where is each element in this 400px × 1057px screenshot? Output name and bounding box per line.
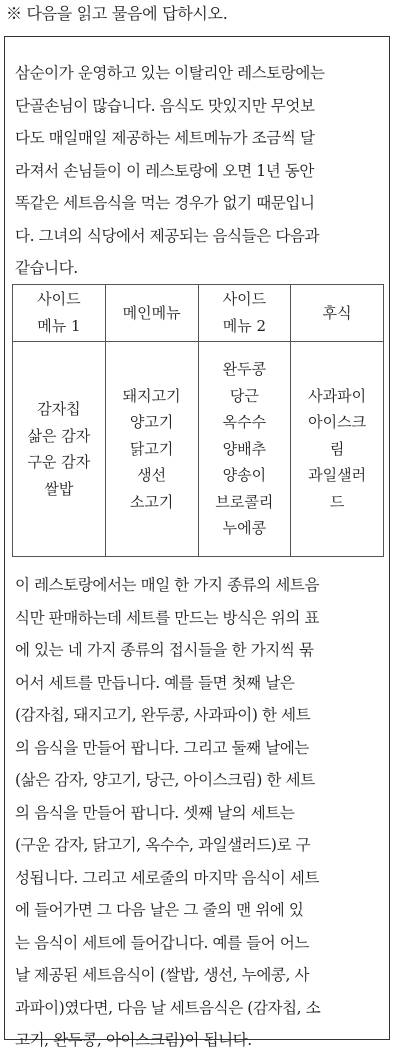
menu-item: 쌀밥 bbox=[44, 479, 74, 498]
menu-table bbox=[12, 284, 384, 557]
menu-item: 옥수수 bbox=[222, 413, 267, 432]
menu-item: 당근 bbox=[229, 386, 259, 405]
body-line: (구운 감자, 닭고기, 옥수수, 과일샐러드)로 구 bbox=[15, 836, 311, 854]
menu-item: 양송이 bbox=[222, 466, 267, 485]
body-line: 과파이)였다면, 다음 날 세트음식은 (감자칩, 소 bbox=[15, 998, 321, 1017]
body-line: 는 음식이 세트에 들어갑니다. 예를 들어 어느 bbox=[15, 933, 310, 952]
header-line: 메뉴 2 bbox=[222, 317, 267, 335]
body-line: (삶은 감자, 양고기, 당근, 아이스크림) 한 세트 bbox=[15, 771, 315, 789]
body-line: 고기, 완두콩, 아이스크림)이 됩니다. bbox=[15, 1031, 252, 1049]
question-heading: ※ 다음을 읽고 물음에 답하시오. bbox=[6, 4, 228, 23]
main-menu-cell bbox=[105, 342, 198, 557]
body-line: 성됩니다. 그리고 세로줄의 마지막 음식이 세트 bbox=[15, 868, 320, 887]
menu-item: 림 bbox=[329, 439, 345, 458]
menu-item: 감자칩 bbox=[37, 400, 81, 418]
menu-item: 닭고기 bbox=[129, 439, 174, 458]
intro-line: 삼순이가 운영하고 있는 이탈리안 레스토랑에는 bbox=[15, 64, 325, 82]
body-line: 에 있는 네 가지 종류의 접시들을 한 가지씩 묶 bbox=[15, 641, 314, 659]
menu-item: 돼지고기 bbox=[122, 386, 181, 405]
side-menu-1-cell bbox=[13, 342, 106, 557]
header-line: 후식 bbox=[322, 303, 352, 322]
body-line: 식만 판매하는데 세트를 만드는 방식은 위의 표 bbox=[15, 608, 320, 627]
menu-table-header-row bbox=[13, 285, 384, 342]
body-line: 의 음식을 만들어 팝니다. 셋째 날의 세트는 bbox=[15, 803, 295, 822]
header-line: 메인메뉴 bbox=[122, 303, 181, 322]
passage-box bbox=[4, 36, 390, 1049]
menu-item: 누에콩 bbox=[222, 519, 267, 538]
body-line: (감자칩, 돼지고기, 완두콩, 사과파이) 한 세트 bbox=[15, 706, 311, 724]
intro-line: 다도 매일매일 제공하는 세트메뉴가 조금씩 달 bbox=[15, 129, 315, 147]
intro-paragraph bbox=[15, 57, 383, 285]
header-side-menu-2 bbox=[198, 285, 291, 342]
menu-item: 양고기 bbox=[129, 413, 174, 432]
header-line: 메뉴 1 bbox=[37, 317, 81, 335]
intro-line: 똑같은 세트음식을 먹는 경우가 없기 때문입니 bbox=[15, 194, 315, 212]
menu-item: 사과파이 bbox=[308, 386, 367, 405]
menu-item: 구운 감자 bbox=[27, 453, 91, 471]
menu-item: 과일샐러 bbox=[308, 466, 367, 485]
rules-paragraph bbox=[15, 569, 383, 1057]
body-line: 어서 세트를 만듭니다. 예를 들면 첫째 날은 bbox=[15, 673, 295, 692]
menu-item: 완두콩 bbox=[222, 360, 267, 379]
header-line: 사이드 bbox=[222, 290, 267, 308]
header-side-menu-1 bbox=[13, 285, 106, 342]
intro-line: 같습니다. bbox=[15, 259, 78, 277]
body-line: 에 들어가면 그 다음 날은 그 줄의 맨 위에 있 bbox=[15, 901, 304, 919]
menu-item: 소고기 bbox=[129, 492, 174, 511]
header-dessert bbox=[291, 285, 384, 342]
intro-line: 라져서 손님들이 이 레스토랑에 오면 1년 동안 bbox=[15, 161, 314, 180]
body-line: 이 레스토랑에서는 매일 한 가지 종류의 세트음 bbox=[15, 576, 320, 594]
menu-item: 드 bbox=[329, 492, 345, 511]
intro-line: 다. 그녀의 식당에서 제공되는 음식들은 다음과 bbox=[15, 226, 320, 245]
menu-item: 삶은 감자 bbox=[27, 426, 91, 445]
body-line: 의 음식을 만들어 팝니다. 그리고 둘째 날에는 bbox=[15, 738, 310, 757]
header-main-menu bbox=[105, 285, 198, 342]
menu-item: 생선 bbox=[137, 466, 167, 485]
side-menu-2-cell bbox=[198, 342, 291, 557]
header-line: 사이드 bbox=[37, 290, 81, 308]
menu-item: 아이스크 bbox=[308, 413, 367, 432]
menu-item: 양배추 bbox=[222, 439, 267, 458]
body-line: 날 제공된 세트음식이 (쌀밥, 생선, 누에콩, 사 bbox=[15, 966, 310, 984]
menu-table-body-row bbox=[13, 342, 384, 557]
intro-line: 단골손님이 많습니다. 음식도 맛있지만 무엇보 bbox=[15, 96, 315, 115]
dessert-cell bbox=[291, 342, 384, 557]
menu-item: 브로콜리 bbox=[215, 492, 274, 511]
